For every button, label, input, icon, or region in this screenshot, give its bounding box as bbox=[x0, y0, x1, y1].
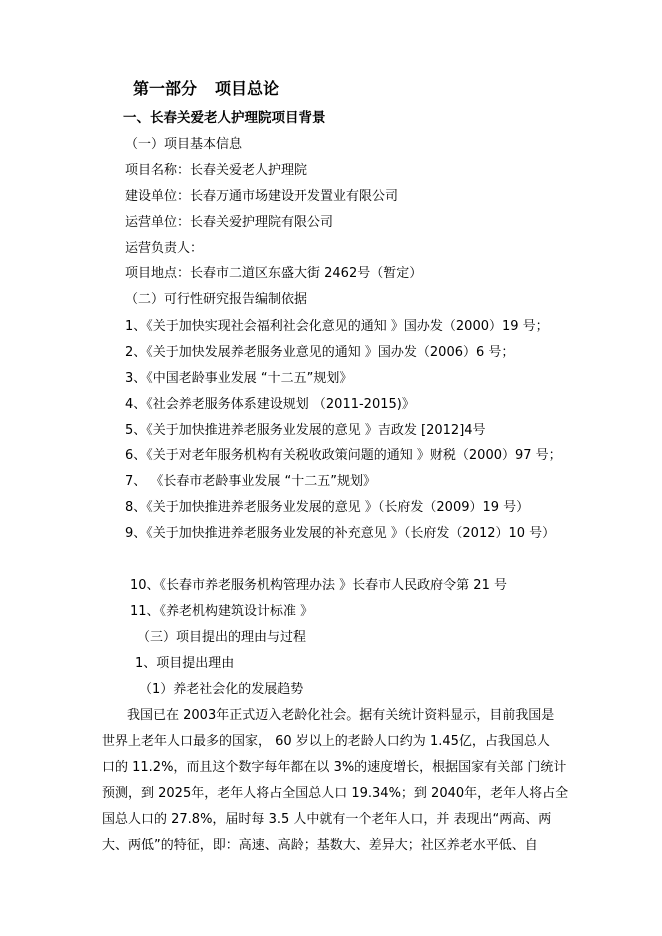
paragraph-line: 世界上老年人口最多的国家， 60 岁以上的老龄人口约为 1.45亿，占我国总人 bbox=[102, 734, 550, 749]
basis-item: 11、《养老机构建筑设计标准 》 bbox=[130, 604, 314, 619]
info-line: 项目地点：长春市二道区东盛大街 2462号（暂定） bbox=[125, 266, 423, 281]
basis-item: 5、《关于加快推进养老服务业发展的意见 》吉政发 [2012]4号 bbox=[125, 423, 486, 438]
part-topic: 项目总论 bbox=[215, 79, 280, 98]
subsection-heading: （二）可行性研究报告编制依据 bbox=[125, 292, 308, 307]
paragraph-line: 口的 11.2%，而且这个数字每年都在以 3%的速度增长，根据国家有关部 门统计 bbox=[102, 760, 567, 775]
info-line: 项目名称：长春关爱老人护理院 bbox=[125, 163, 308, 178]
paragraph-line: 国总人口的 27.8%，届时每 3.5 人中就有一个老年人口，并 表现出“两高、两 bbox=[102, 812, 552, 827]
basis-item: 10、《长春市养老服务机构管理办法 》长春市人民政府令第 21 号 bbox=[130, 578, 507, 593]
reason-heading: 1、项目提出理由 bbox=[135, 656, 235, 671]
basis-item: 6、《关于对老年服务机构有关税收政策问题的通知 》财税（2000）97 号； bbox=[125, 448, 562, 463]
info-line: 运营负责人： bbox=[125, 241, 204, 256]
info-line: 建设单位：长春万通市场建设开发置业有限公司 bbox=[125, 189, 399, 204]
basis-item: 8、《关于加快推进养老服务业发展的意见 》（长府发（2009）19 号） bbox=[125, 500, 530, 515]
basis-item: 7、 《长春市老龄事业发展 “十二五”规划》 bbox=[125, 474, 377, 489]
basis-item: 4、《社会养老服务体系建设规划 （2011-2015)》 bbox=[125, 397, 415, 412]
trend-heading: （1）养老社会化的发展趋势 bbox=[139, 682, 304, 697]
section-heading: 一、长春关爱老人护理院项目背景 bbox=[123, 110, 326, 126]
subsection-heading: （三）项目提出的理由与过程 bbox=[137, 630, 307, 645]
subsection-heading: （一）项目基本信息 bbox=[125, 137, 243, 152]
paragraph-line: 大、两低”的特征，即：高速、高龄；基数大、差异大；社区养老水平低、自 bbox=[102, 838, 538, 853]
paragraph-line: 预测，到 2025年，老年人将占全国总人口 19.34%；到 2040年，老年人将占全 bbox=[102, 786, 569, 801]
paragraph-line: 我国已在 2003年正式迈入老龄化社会。据有关统计资料显示，目前我国是 bbox=[127, 708, 555, 723]
basis-item: 1、《关于加快实现社会福利社会化意见的通知 》国办发（2000）19 号； bbox=[125, 319, 549, 334]
basis-item: 2、《关于加快发展养老服务业意见的通知 》国办发（2006）6 号； bbox=[125, 345, 515, 360]
basis-item: 9、《关于加快推进养老服务业发展的补充意见 》（长府发（2012）10 号） bbox=[125, 526, 556, 541]
part-label: 第一部分 bbox=[133, 79, 198, 98]
info-line: 运营单位：长春关爱护理院有限公司 bbox=[125, 215, 334, 230]
part-title bbox=[133, 80, 279, 98]
basis-item: 3、《中国老龄事业发展 “十二五”规划》 bbox=[125, 371, 353, 386]
